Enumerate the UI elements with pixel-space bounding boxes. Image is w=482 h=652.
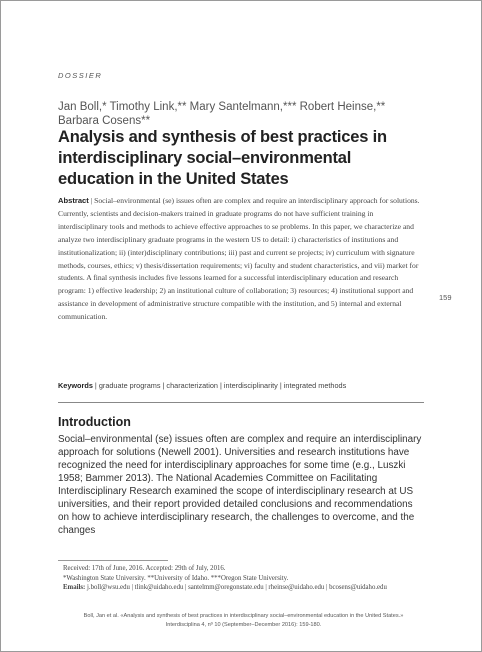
abstract	[58, 195, 424, 324]
introduction-heading: Introduction	[58, 415, 131, 429]
keywords-text: | graduate programs | characterization | interdisciplinarity | integrated methods	[94, 381, 347, 390]
introduction-body: Social–environmental (se) issues often are complex and require an interdisciplinary approach for solutions (Newell 2001). Universities and research institutions have recognized the need for interdisciplinary approaches for some time (e.g., Luszki 1958; Bammer 2013). The National Academies Committee on Facilitating Interdisciplinary Research examined the scope of interdisciplinary research at US universities, and their report provided detailed conclusions and recommendations on how to achieve interdisciplinary research, the challenges to overcome, and the changes	[58, 434, 422, 536]
keywords	[58, 380, 424, 391]
citation: Boll, Jan et al. «Analysis and synthesis of best practices in interdisciplinary social–environmental education in the United States.» Interdisciplina 4, nº 10 (September–December 2016): 159-180.	[83, 613, 404, 628]
abstract-label: Abstract	[58, 196, 89, 205]
affiliations: *Washington State University. **University of Idaho. ***Oregon State University.	[63, 574, 289, 582]
author-list: Jan Boll,* Timothy Link,** Mary Santelmann,*** Robert Heinse,** Barbara Cosens**	[58, 101, 386, 127]
footnotes	[63, 564, 423, 593]
emails-label: Emails:	[63, 584, 86, 591]
section-label: DOSSIER	[58, 71, 103, 80]
keywords-label: Keywords	[58, 381, 93, 390]
emails-list: j.boll@wsu.edu | tlink@uidaho.edu | santelmm@oregonstate.edu | rheinse@uidaho.edu | bcosens@uidaho.edu	[86, 584, 387, 591]
footnote-rule	[58, 560, 168, 561]
article-title: Analysis and synthesis of best practices in interdisciplinary social–environmental education in the United States	[58, 128, 387, 188]
emails	[63, 583, 423, 593]
page-number: 159	[439, 293, 452, 302]
section-divider	[58, 402, 424, 403]
received-dates: Received: 17th of June, 2016. Accepted: 29th of July, 2016.	[63, 565, 226, 572]
abstract-text: | Social–environmental (se) issues often are complex and require an interdisciplinary approach for solutions. Currently, scientists and decision-makers trained in graduate programs do not have sufficient training in interdisciplinary tools and methods to achieve effective approaches to se problems. In this paper, we characterize and analyze two interdisciplinary graduate programs in the western US to detail: i) characteristics of institutions and institutionalization; ii) (inter)disciplinary contributions; iii) past and current se projects; iv) curriculum with signature methods, courses, ethics; v) thesis/dissertation requirements; vi) faculty and student characteristics, and vii) market for students. A final synthesis includes five lessons learned for a successful interdisciplinary education and research program: 1) effective leadership; 2) an institutional culture of collaboration; 3) resources; 4) institutional support and assistance in development of administrative structure compatible with the institution, and 5) internal and external communication.	[58, 196, 420, 322]
